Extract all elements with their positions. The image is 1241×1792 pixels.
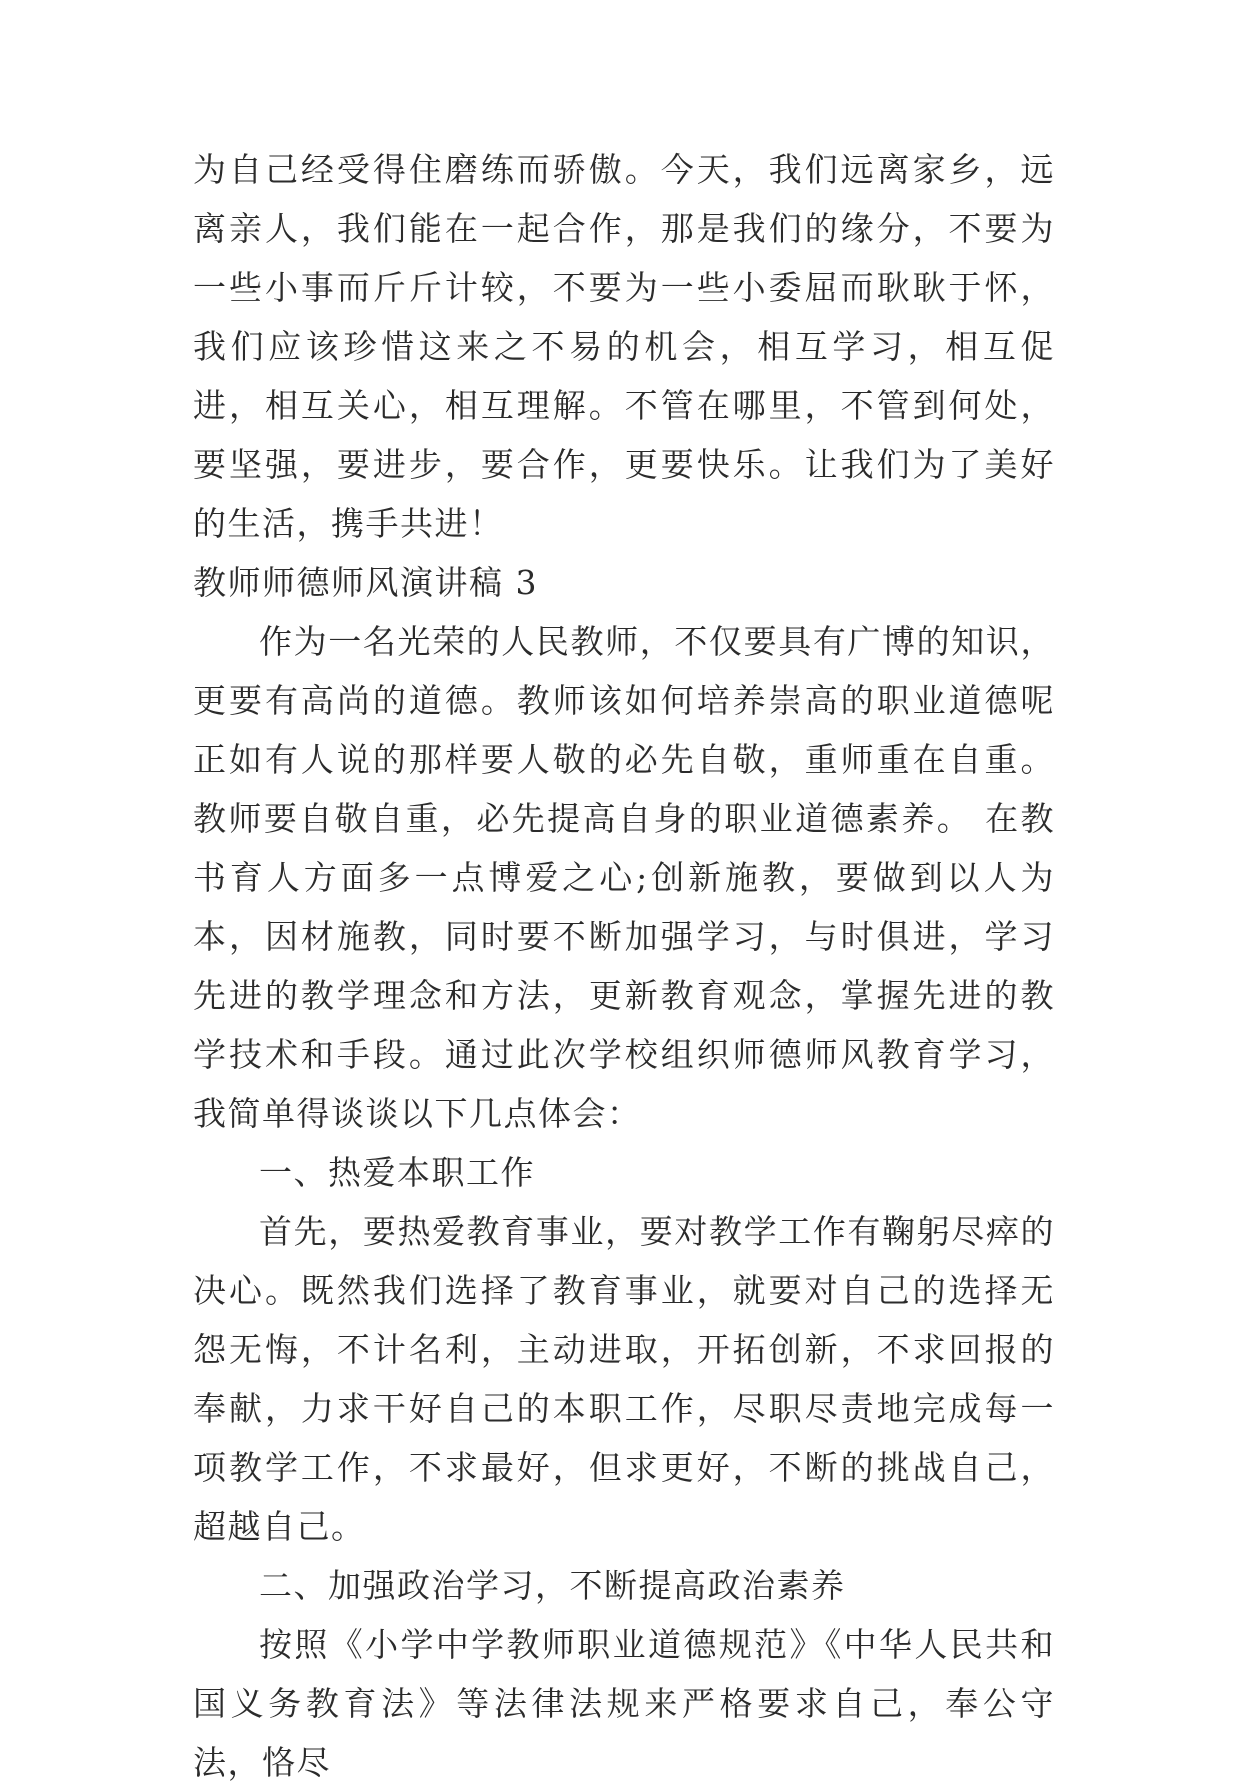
paragraph-continued: 为自己经受得住磨练而骄傲。今天，我们远离家乡，远离亲人，我们能在一起合作，那是我们的缘分，不要为一些小事而斤斤计较，不要为一些小委屈而耿耿于怀，我们应该珍惜这来之不易的机会，相互学习，相互促进，相互关心，相互理解。不管在哪里，不管到何处，要坚强，要进步，要合作，更要快乐。让我们为了美好的生活，携手共进！	[193, 150, 1055, 543]
section-heading: 教师师德师风演讲稿 3	[193, 563, 538, 602]
subheading-one: 一、热爱本职工作	[259, 1153, 535, 1192]
paragraph-one: 首先，要热爱教育事业，要对教学工作有鞠躬尽瘁的决心。既然我们选择了教育事业，就要对自己的选择无怨无悔，不计名利，主动进取，开拓创新，不求回报的奉献，力求干好自己的本职工作，尽职尽责地完成每一项教学工作，不求最好，但求更好，不断的挑战自己，超越自己。	[193, 1212, 1055, 1546]
subheading-two: 二、加强政治学习，不断提高政治素养	[259, 1566, 846, 1605]
document-body	[193, 140, 1055, 1792]
paragraph-intro: 作为一名光荣的人民教师，不仅要具有广博的知识，更要有高尚的道德。教师该如何培养崇高的职业道德呢正如有人说的那样要人敬的必先自敬，重师重在自重。教师要自敬自重，必先提高自身的职业道德素养。 在教书育人方面多一点博爱之心;创新施教，要做到以人为本，因材施教，同时要不断加强学习，与时俱进，学习先进的教学理念和方法，更新教育观念，掌握先进的教学技术和手段。通过此次学校组织师德师风教育学习，我简单得谈谈以下几点体会：	[193, 622, 1055, 1133]
paragraph-two: 按照《小学中学教师职业道德规范》《中华人民共和国义务教育法》等法律法规来严格要求自己，奉公守法，恪尽	[193, 1625, 1055, 1782]
